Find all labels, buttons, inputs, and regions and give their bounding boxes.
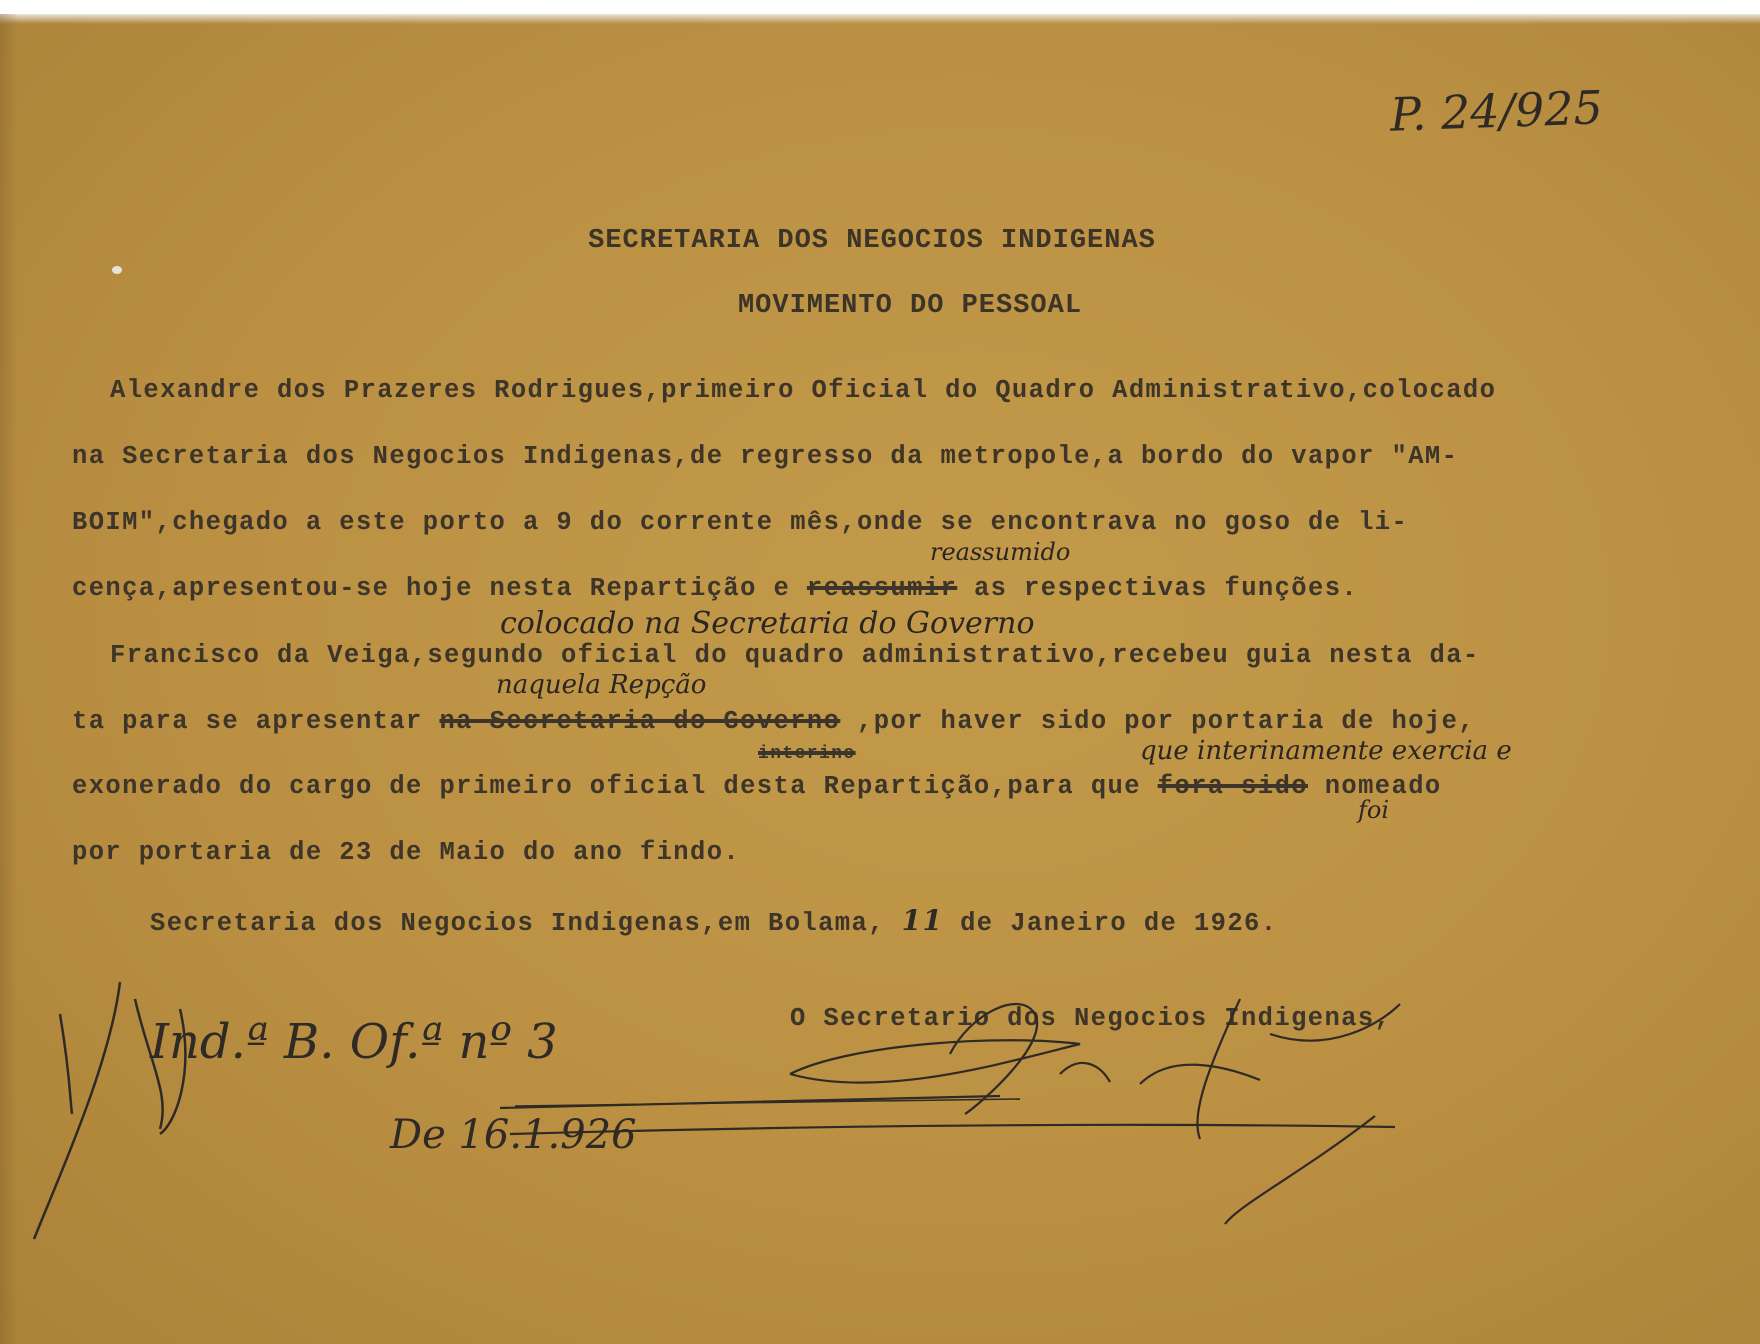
document-title: SECRETARIA DOS NEGOCIOS INDIGENAS xyxy=(588,226,1156,256)
insertion-colocado: colocado na Secretaria do Governo xyxy=(500,606,1035,641)
document-subtitle: MOVIMENTO DO PESSOAL xyxy=(737,291,1083,321)
margin-note-date: De 16.1.926 xyxy=(390,1112,637,1158)
struck-interino: interino xyxy=(758,744,856,764)
insertion-que-interinamente: que interinamente exercia e xyxy=(1140,736,1512,766)
text-line-1: Alexandre dos Prazeres Rodrigues,primeiro Oficial do Quadro Administrativo,colocado xyxy=(110,376,1497,405)
margin-note: Ind.ª B. Of.ª nº 3 xyxy=(150,1014,558,1070)
text-line-6-start: ta para se apresentar xyxy=(72,707,423,736)
date-text: de Janeiro de 1926. xyxy=(960,909,1278,938)
document-sheet xyxy=(0,14,1760,1344)
signatory-title: O Secretario dos Negocios Indigenas, xyxy=(790,1004,1392,1033)
text-line-8: por portaria de 23 de Maio do ano findo. xyxy=(72,838,741,867)
text-line-2: na Secretaria dos Negocios Indigenas,de regresso da metropole,a bordo do vapor "AM- xyxy=(72,442,1459,471)
insertion-reassumido: reassumido xyxy=(930,538,1071,566)
text-line-4-end: as respectivas funções. xyxy=(973,574,1359,603)
text-line-4-start: cença,apresentou-se hoje nesta Repartição e xyxy=(72,574,791,603)
struck-na-secretaria: na Secretaria do Governo xyxy=(439,707,841,736)
insertion-naquela: naquela Repção xyxy=(496,670,707,700)
text-line-7-end: nomeado xyxy=(1324,772,1442,801)
day-handwritten: 11 xyxy=(901,904,944,937)
text-line-6-end: ,por haver sido por portaria de hoje, xyxy=(857,707,1476,736)
text-line-7-start: exonerado do cargo de primeiro oficial desta Repartição,para que xyxy=(72,772,1141,801)
reference-number: P. 24/925 xyxy=(1389,80,1604,142)
insertion-foi: foi xyxy=(1358,796,1390,824)
struck-reassumir: reassumir xyxy=(806,574,958,603)
signature-flourishes xyxy=(0,14,1760,1344)
text-line-5: Francisco da Veiga,segundo oficial do quadro administrativo,recebeu guia nesta da- xyxy=(110,641,1480,670)
place-text: Secretaria dos Negocios Indigenas,em Bolama, xyxy=(150,909,885,938)
text-line-3: BOIM",chegado a este porto a 9 do corrente mês,onde se encontrava no goso de li- xyxy=(72,508,1409,537)
struck-fora-sido: fora sido xyxy=(1157,772,1308,801)
